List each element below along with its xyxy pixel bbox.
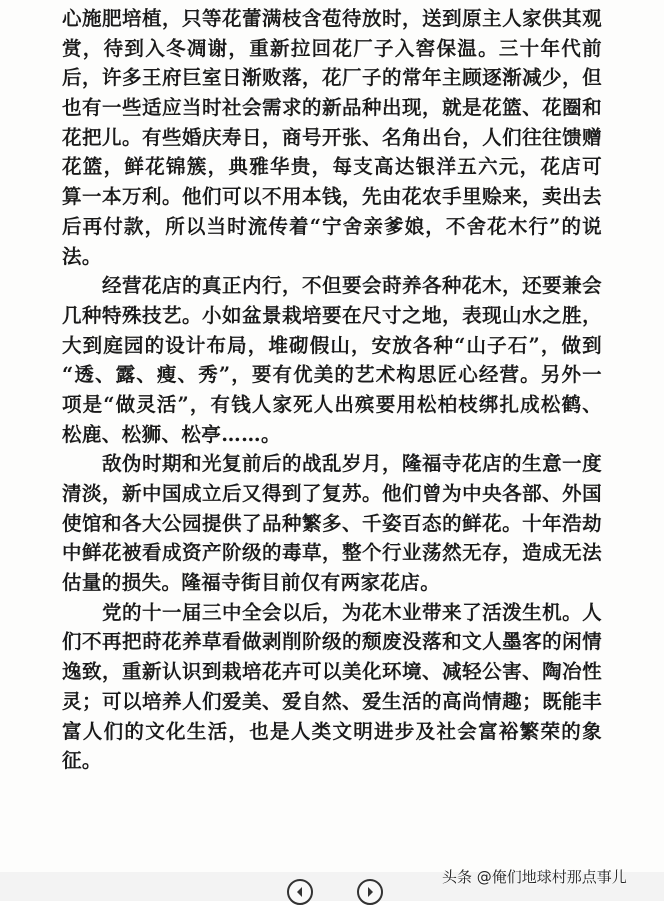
text-line: 花把儿。有些婚庆寿日，商号开张、名角出台，人们往往馈赠 [62, 125, 602, 149]
text-line: 使馆和各大公园提供了品种繁多、千姿百态的鲜花。十年浩劫 [62, 511, 602, 535]
text-line: 后再付款，所以当时流传着“宁舍亲爹娘，不舍花木行”的说 [62, 214, 602, 238]
text-line: 后，许多王府巨室日渐败落，花厂子的常年主顾逐渐减少，但 [62, 66, 602, 90]
text-line: 中鲜花被看成资产阶级的毒草，整个行业荡然无存，造成无法 [62, 541, 602, 565]
text-line: 项是“做灵活”，有钱人家死人出殡要用松柏枝绑扎成松鹤、 [62, 392, 602, 416]
text-line: 们不再把莳花养草看做剥削阶级的颓废没落和文人墨客的闲情 [62, 630, 602, 654]
chevron-right-icon [364, 886, 376, 898]
text-line: 党的十一届三中全会以后，为花木业带来了活泼生机。人 [102, 600, 602, 624]
next-page-button[interactable] [357, 879, 383, 905]
text-line: “透、露、瘦、秀”，要有优美的艺术构思匠心经营。另外一 [62, 363, 602, 387]
text-line: 经营花店的真正内行，不但要会莳养各种花木，还要兼会 [102, 274, 602, 298]
text-line: 逸致，重新认识到栽培花卉可以美化环境、减轻公害、陶冶性 [62, 660, 602, 684]
text-line: 心施肥培植，只等花蕾满枝含苞待放时，送到原主人家供其观 [62, 7, 602, 30]
text-line: 赏，待到入冬凋谢，重新拉回花厂子入窖保温。三十年代前 [62, 36, 602, 60]
document-body [62, 4, 602, 776]
text-line: 富人们的文化生活，也是人类文明进步及社会富裕繁荣的象 [62, 719, 602, 743]
chevron-left-icon [294, 886, 306, 898]
text-line: 征。 [62, 749, 102, 773]
text-line: 大到庭园的设计布局，堆砌假山，安放各种“山子石”，做到 [62, 333, 602, 357]
text-line: 花篮，鲜花锦簇，典雅华贵，每支高达银洋五六元，花店可 [62, 155, 602, 179]
prev-page-button[interactable] [287, 879, 313, 905]
watermark: 头条 @俺们地球村那点事儿 [442, 868, 627, 886]
text-line: 也有一些适应当时社会需求的新品种出现，就是花篮、花圈和 [62, 96, 602, 120]
text-line: 算一本万利。他们可以不用本钱，先由花农手里赊来，卖出去 [62, 185, 602, 209]
text-line: 几种特殊技艺。小如盆景栽培要在尺寸之地，表现山水之胜， [62, 303, 602, 327]
text-line: 灵；可以培养人们爱美、爱自然、爱生活的高尚情趣；既能丰 [62, 689, 602, 713]
text-line: 估量的损失。隆福寺街目前仅有两家花店。 [62, 571, 441, 595]
text-line: 松鹿、松狮、松亭……。 [62, 422, 281, 446]
text-line: 法。 [62, 244, 102, 268]
text-line: 清淡，新中国成立后又得到了复苏。他们曾为中央各部、外国 [62, 482, 602, 505]
text-line: 敌伪时期和光复前后的战乱岁月，隆福寺花店的生意一度 [102, 452, 602, 476]
